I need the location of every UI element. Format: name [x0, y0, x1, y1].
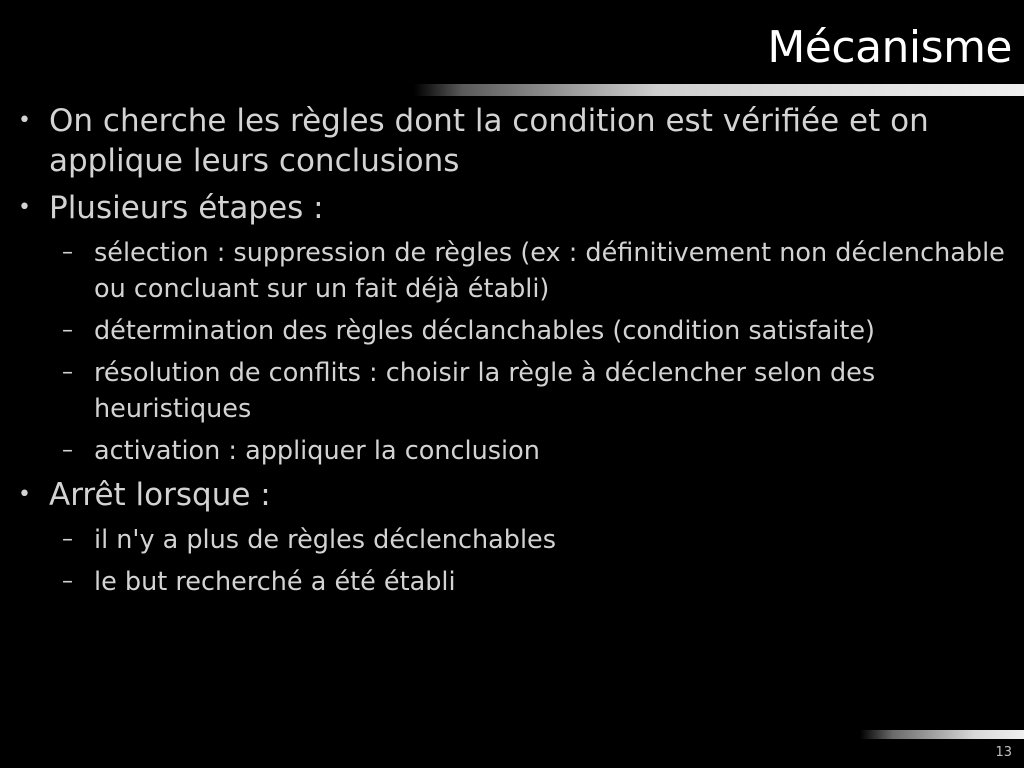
- sub-bullet-item: [18, 235, 1014, 307]
- sub-bullet-text: activation : appliquer la conclusion: [94, 436, 540, 466]
- bullet-text: Arrêt lorsque :: [49, 477, 271, 513]
- sub-bullet-item: [18, 522, 1014, 558]
- bullet-text: On cherche les règles dont la condition est vérifiée et on applique leurs conclusions: [49, 103, 929, 179]
- dash-icon: –: [62, 569, 73, 594]
- title-underline-gradient: [414, 84, 1024, 96]
- footer-rule-gradient: [860, 730, 1024, 739]
- bullet-item: [18, 101, 1014, 181]
- slide-title: Mécanisme: [767, 22, 1012, 73]
- sub-bullet-text: le but recherché a été établi: [94, 567, 456, 597]
- dash-icon: –: [62, 360, 73, 385]
- bullet-icon: •: [18, 482, 31, 507]
- sub-bullet-text: résolution de conflits : choisir la règle à déclencher selon des heuristiques: [94, 358, 876, 424]
- sub-bullet-item: [18, 564, 1014, 600]
- bullet-icon: •: [18, 108, 31, 133]
- slide-body: [18, 101, 1014, 606]
- sub-bullet-item: [18, 313, 1014, 349]
- sub-bullet-text: il n'y a plus de règles déclenchables: [94, 525, 557, 555]
- bullet-icon: •: [18, 195, 31, 220]
- dash-icon: –: [62, 438, 73, 463]
- sub-bullet-text: sélection : suppression de règles (ex : définitivement non déclenchable ou concluant sur un fait déjà établi): [94, 238, 1005, 304]
- bullet-text: Plusieurs étapes :: [49, 190, 324, 226]
- sub-bullet-item: [18, 433, 1014, 469]
- sub-bullet-text: détermination des règles déclanchables (condition satisfaite): [94, 316, 875, 346]
- bullet-item: [18, 475, 1014, 515]
- page-number: 13: [995, 745, 1012, 760]
- bullet-item: [18, 188, 1014, 228]
- dash-icon: –: [62, 318, 73, 343]
- dash-icon: –: [62, 240, 73, 265]
- dash-icon: –: [62, 527, 73, 552]
- sub-bullet-item: [18, 355, 1014, 427]
